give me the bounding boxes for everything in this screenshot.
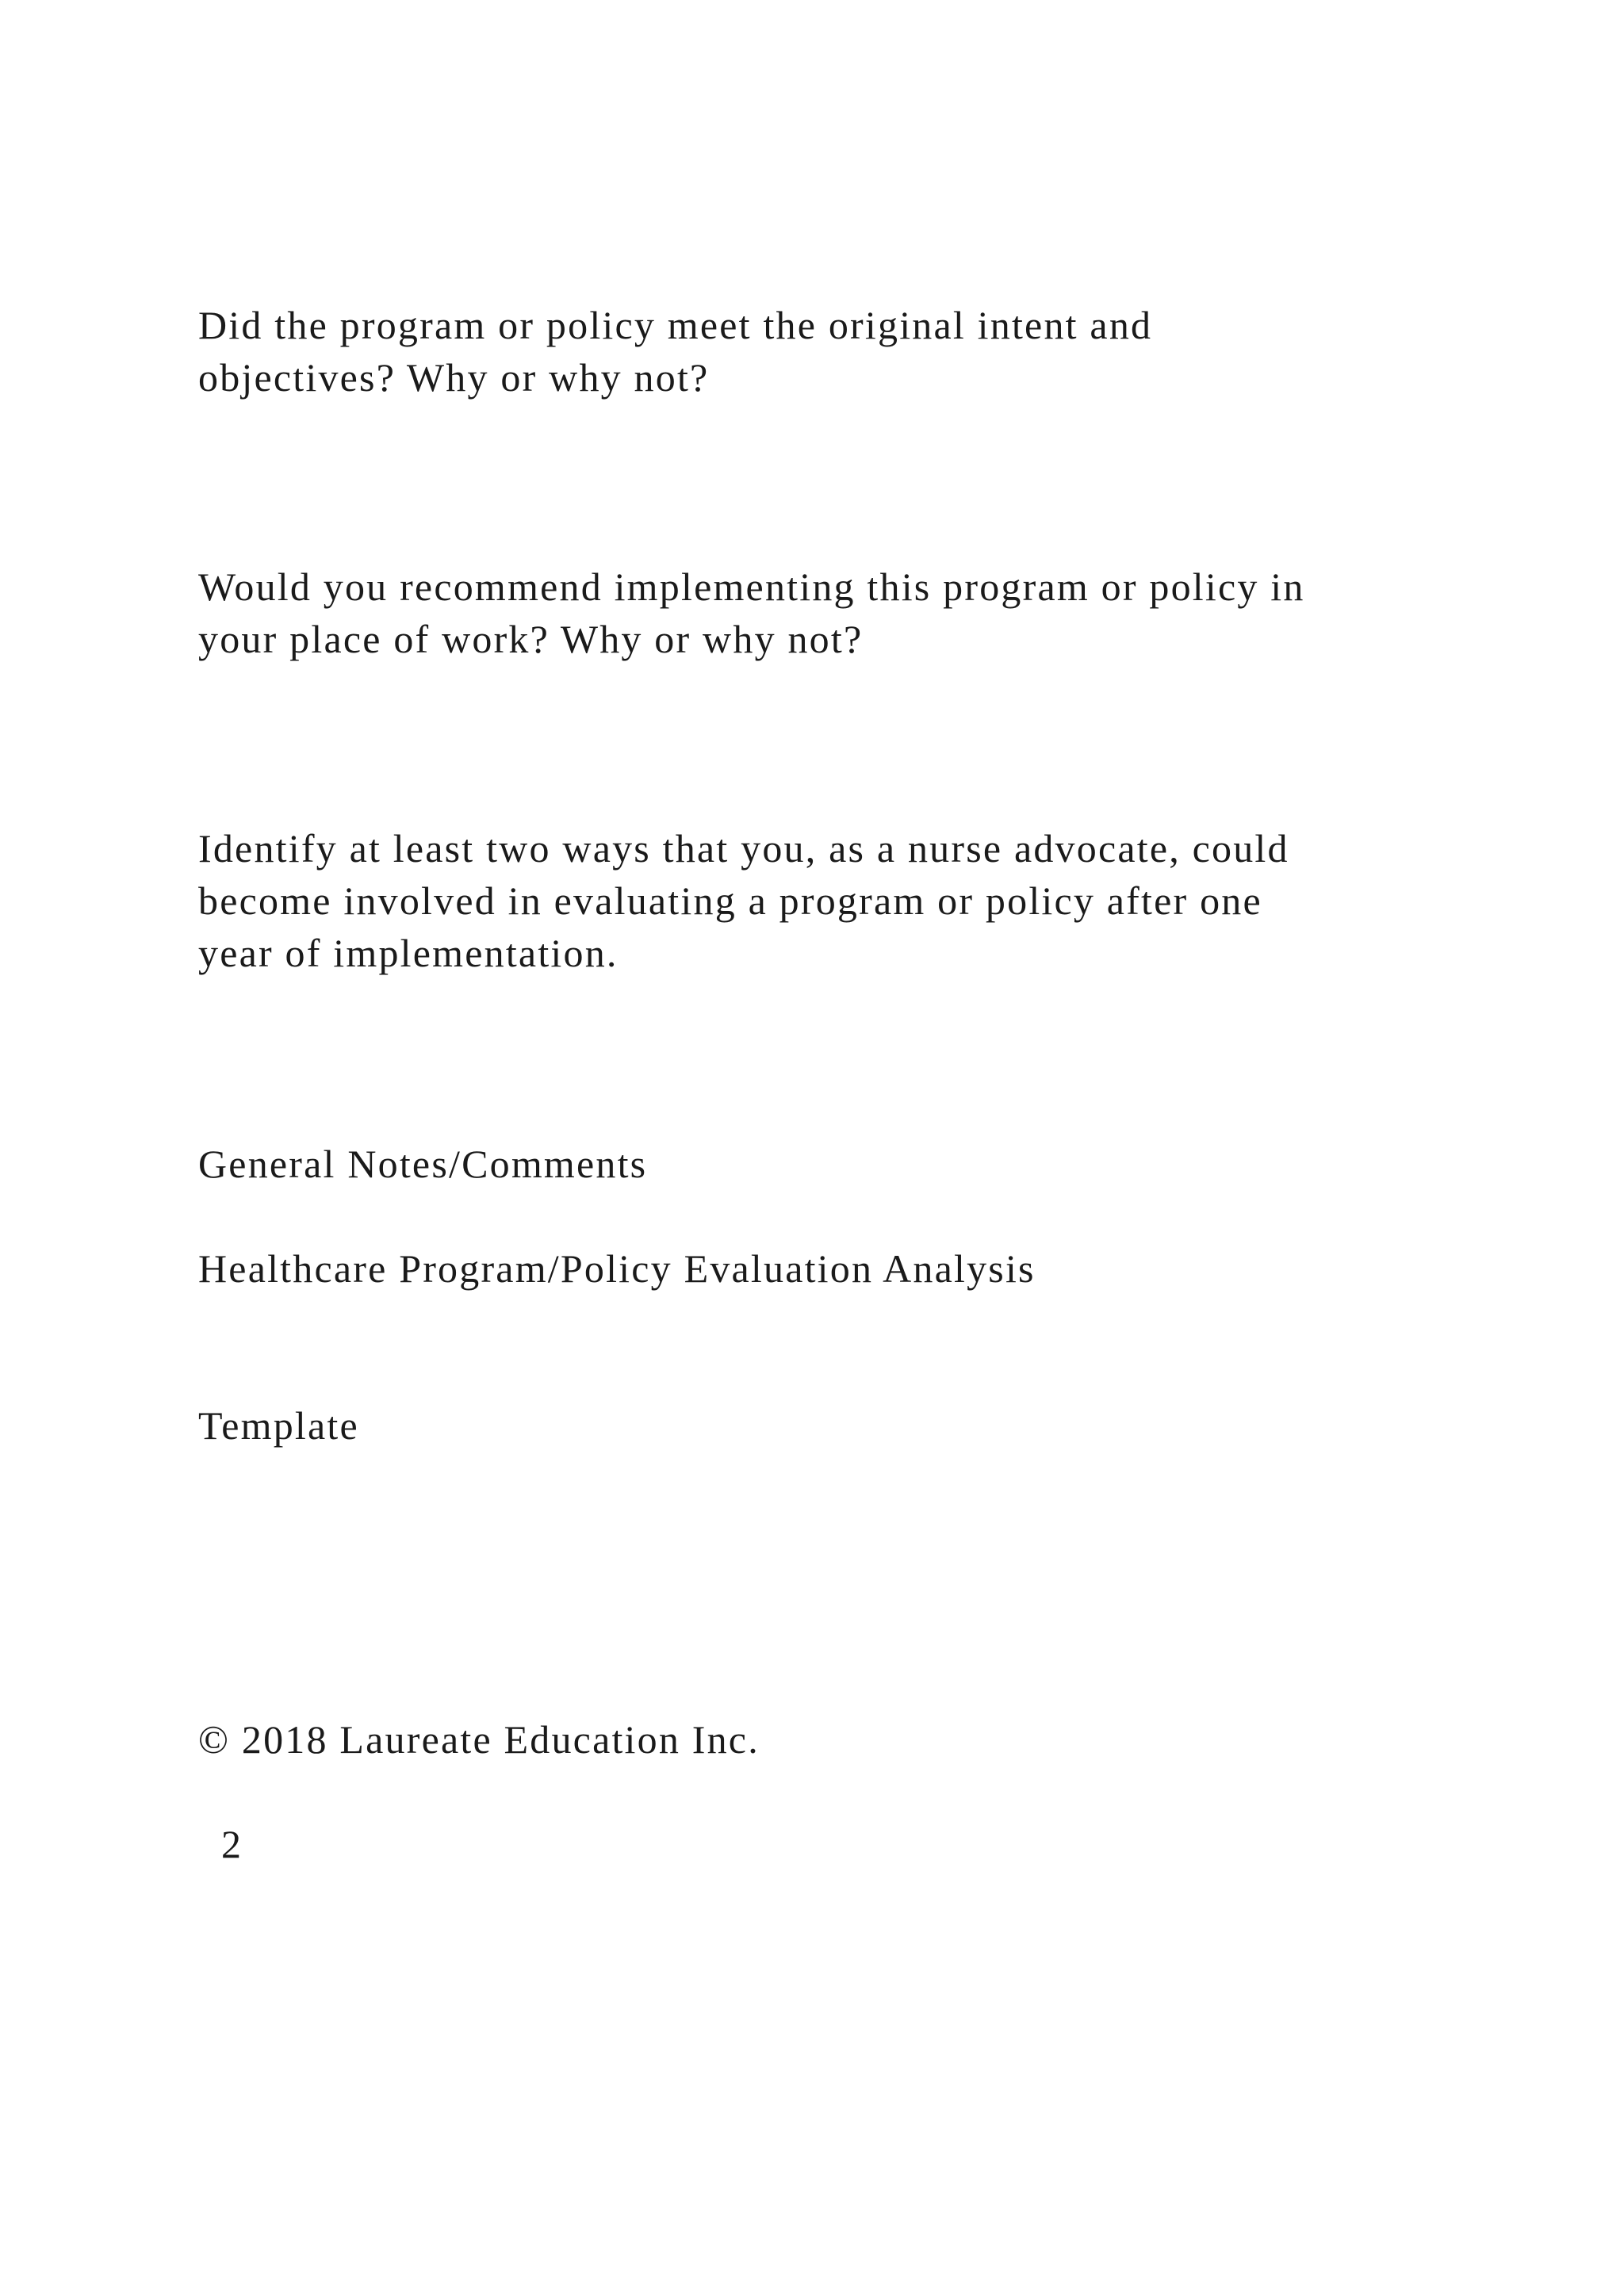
question-recommend-implementation bbox=[198, 561, 1467, 665]
question-line: Would you recommend implementing this program or policy in bbox=[198, 564, 1305, 609]
question-line: your place of work? Why or why not? bbox=[198, 617, 864, 661]
question-line: become involved in evaluating a program or policy after one bbox=[198, 878, 1262, 923]
general-notes-heading: General Notes/Comments bbox=[198, 1142, 648, 1186]
question-line: Did the program or policy meet the original intent and bbox=[198, 303, 1153, 347]
question-intent-objectives bbox=[198, 299, 1467, 404]
page-number: 2 bbox=[221, 1822, 243, 1866]
template-label: Template bbox=[198, 1403, 359, 1448]
question-line: Identify at least two ways that you, as a nurse advocate, could bbox=[198, 826, 1289, 871]
template-title: Healthcare Program/Policy Evaluation Analysis bbox=[198, 1246, 1036, 1291]
question-line: objectives? Why or why not? bbox=[198, 355, 710, 400]
copyright-notice: © 2018 Laureate Education Inc. bbox=[198, 1717, 760, 1762]
question-nurse-advocate-involvement bbox=[198, 822, 1467, 979]
question-line: year of implementation. bbox=[198, 931, 619, 975]
